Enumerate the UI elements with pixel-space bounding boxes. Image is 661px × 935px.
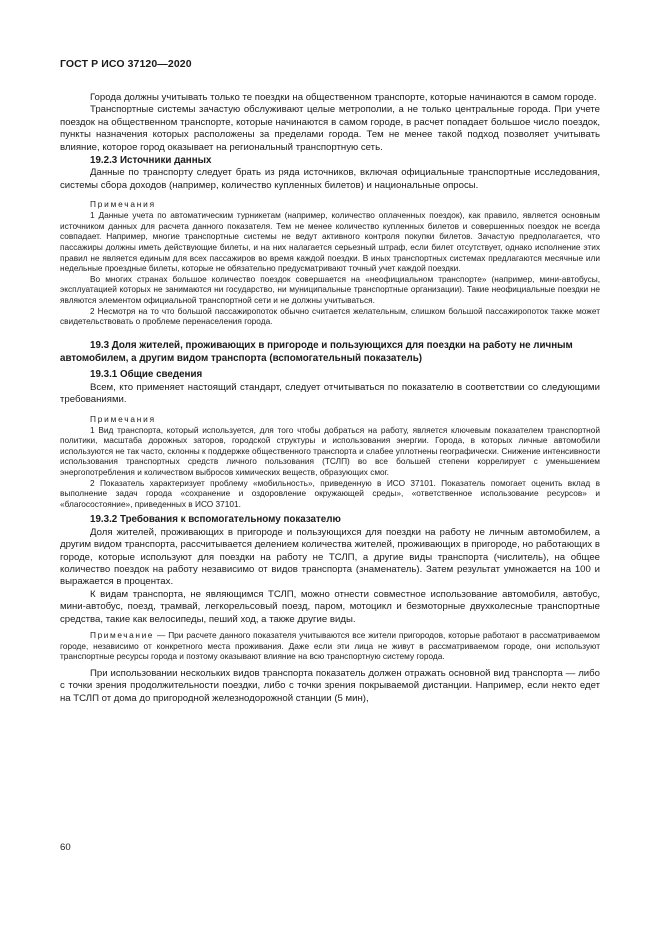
section-heading-19-3-2: 19.3.2 Требования к вспомогательному показателю <box>90 514 341 526</box>
note-single <box>60 630 600 662</box>
note-item: Во многих странах большое количество поездок совершается на «неофициальном транспорте» (например, мини-автобусы, эксплуатацией которых не занимаются ни государство, ни муниципальные транспортные организации). Такие неофициальные поездки не являются элементом официальной транспортной сети и не должны учитываться. <box>60 273 600 305</box>
notes-heading: Примечания <box>90 413 156 424</box>
document-page <box>60 58 600 705</box>
section-heading-19-3: 19.3 Доля жителей, проживающих в пригороде и пользующихся для поездки на работу не личным автомобилем, а другим видом транспорта (вспомогательный показатель) <box>60 339 573 364</box>
page-number: 60 <box>60 842 71 853</box>
paragraph: Данные по транспорту следует брать из ряда источников, включая официальные транспортные исследования, системы сбора доходов (например, количество купленных билетов) и национальные опросы. <box>60 167 600 191</box>
section-heading-19-2-3: 19.2.3 Источники данных <box>90 155 212 167</box>
paragraph: К видам транспорта, не являющимся ТСЛП, можно отнести совместное использование автомобиля, автобус, мини-автобус, поезд, трамвай, легкорельсовый поезд, паром, мотоцикл и безмоторные двухколесные транспортные средства, такие как велосипеды, пеший ход, а также другие виды. <box>60 588 600 625</box>
paragraph: Всем, кто применяет настоящий стандарт, следует отчитываться по показателю в соответствии со следующими требованиями. <box>60 381 600 406</box>
paragraph: При использовании нескольких видов транспорта показатель должен отражать основной вид транспорта — либо с точки зрения продолжительности поездки, либо с точки зрения покрываемой дистанции. Например, если некто едет на ТСЛП от дома до пригородной железнодорожной станции (5 мин), <box>60 667 600 704</box>
note-label: Примечание <box>90 630 155 640</box>
document-header: ГОСТ Р ИСО 37120—2020 <box>60 58 192 70</box>
paragraph: Доля жителей, проживающих в пригороде и пользующихся для поездки на работу не личным автомобилем, а другим видом транспорта, рассчитывается делением количества жителей, проживающих в пригороде, но работающих в городе, которые используют для поездки на работу не ТСЛП, а другие виды транспорта (числитель), на общее количество поездок на работу независимо от видов транспорта (знаменатель). Затем результат умножается на 100 и выражается в процентах. <box>60 526 600 588</box>
paragraph: Города должны учитывать только те поездки на общественном транспорте, которые начинаются в самом городе. <box>90 92 597 103</box>
notes-heading: Примечания <box>90 199 156 210</box>
note-item: 1 Вид транспорта, который используется, для того чтобы добраться на работу, является ключевым показателем транспортной политики, масштаба дорожных заторов, городской структуры и использования энергии. Города, в которых личные автомобили используются не так часто, склонны к поддержке общественного транспорта и слабее уплотнены географически. Снижение интенсивности использования транспортных средств личного пользования (ТСЛП) во все большей степени коррелирует с уменьшением энергопотребления и количеством выбросов химических веществ, образующих смог. <box>60 424 601 477</box>
section-heading-19-3-1: 19.3.1 Общие сведения <box>90 369 203 381</box>
note-item: 2 Показатель характеризует проблему «мобильность», приведенную в ИСО 37101. Показатель помогает оценить вклад в выполнение задач города «сохранение и оздоровление окружающей среды», «ответственное использование ресурсов» и «благосостояние», приведенных в ИСО 37101. <box>60 477 600 509</box>
note-item: 2 Несмотря на то что большой пассажиропоток обычно считается желательным, слишком большой пассажиропоток также может свидетельствовать о проблеме перенаселения города. <box>60 305 600 327</box>
note-item: 1 Данные учета по автоматическим турникетам (например, количество оплаченных поездок), как правило, является основным источником данных для расчета данного показателя. Тем не менее количество купленных билетов и совершенных поездок не всегда совпадает. Например, многие транспортные системы не ведут активного контроля покупки билетов. Зачастую предполагается, что пассажиры должны иметь действующие билеты, и на них налагается серьезный штраф, если билет отсутствует, однако исполнение этих правил не является единым для всех пассажиров во время каждой поездки. В иных транспортных системах предлагаются месячные или недельные проездные билеты, которые не обязательно предусматривают точный учет каждой поездки. <box>60 210 600 274</box>
paragraph: Транспортные системы зачастую обслуживают целые метрополии, а не только центральные города. При учете поездок на общественном транспорте, которые начинаются в самом городе, в расчет попадает большое число поездок, пункты назначения которых расположены за пределами города. Тем не менее такой подход позволяет учитывать влияние, которое город оказывает на региональный транспортную сеть. <box>60 104 600 153</box>
note-text: — При расчете данного показателя учитываются все жители пригородов, которые работают в рассматриваемом городе, независимо от конкретного места проживания. Даже если эти лица не живут в рассматриваемом городе, они используют транспортные ресурсы города и поэтому оказывают влияние на всю транспортную систему города. <box>60 630 600 662</box>
